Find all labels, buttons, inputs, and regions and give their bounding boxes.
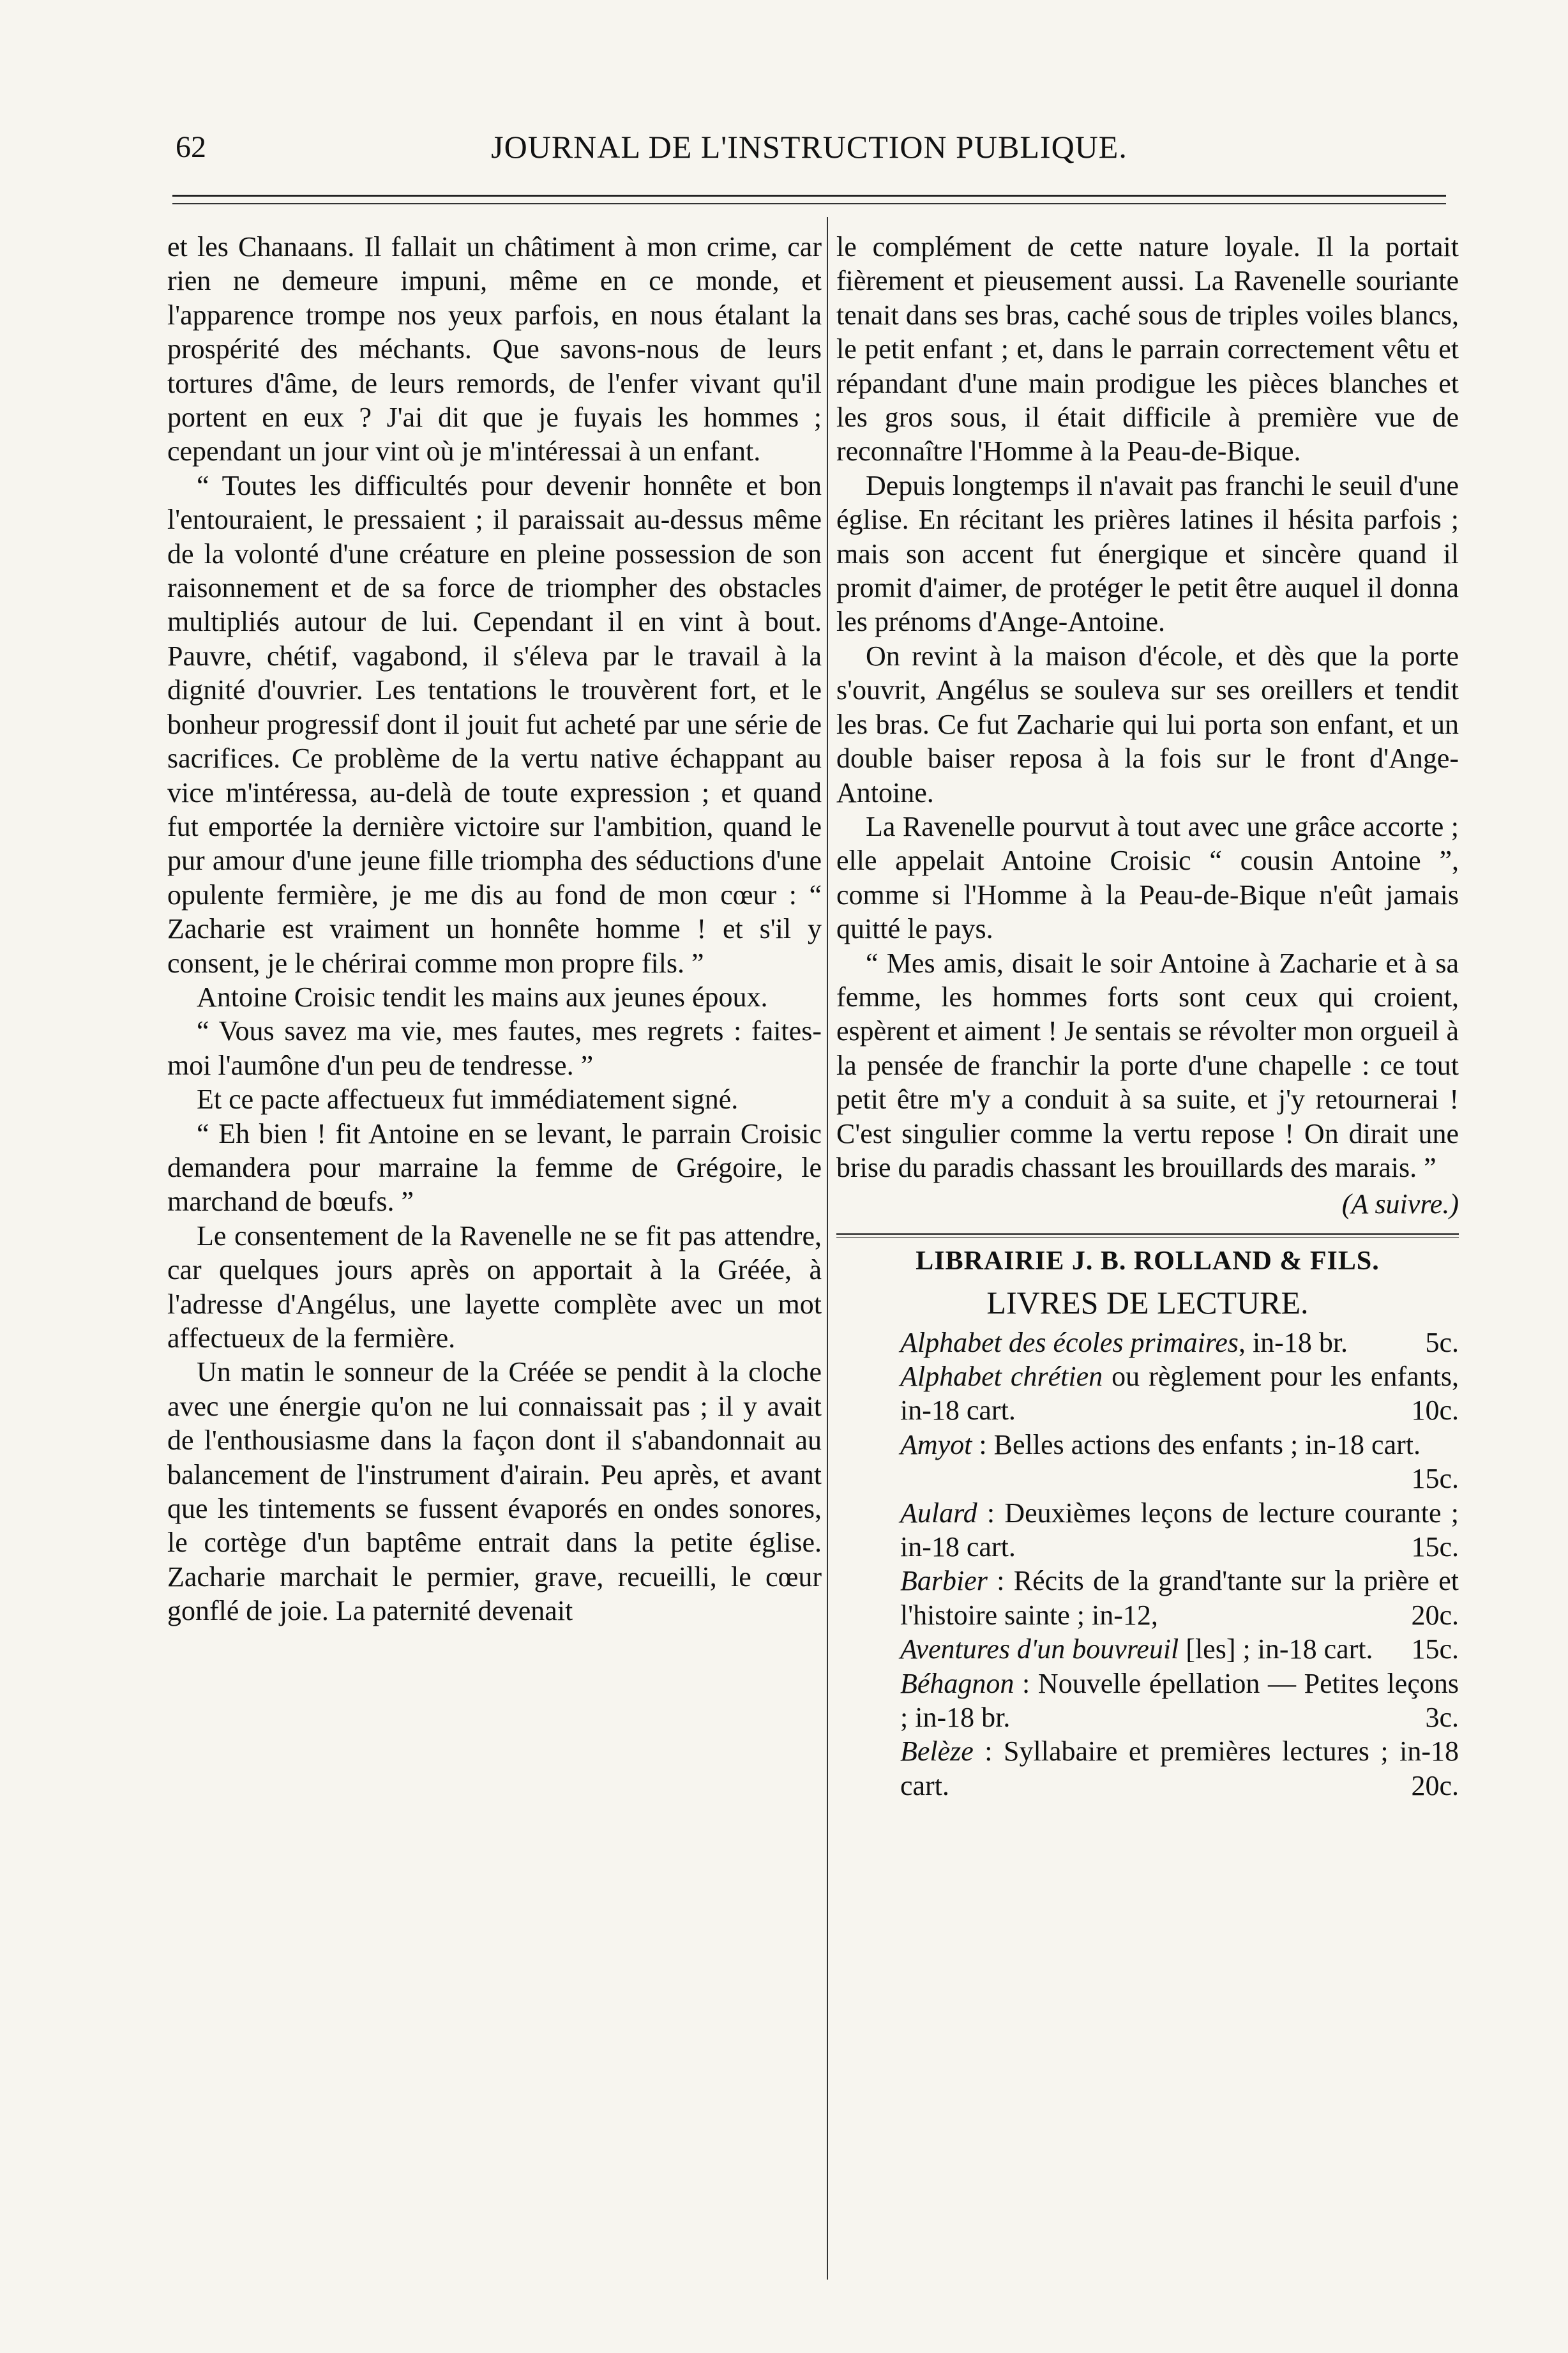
paragraph: “ Vous savez ma vie, mes fautes, mes regrets : faites-moi l'aumône d'un peu de tendresse. ” xyxy=(167,1015,822,1081)
book-entry xyxy=(836,1632,1459,1666)
right-column xyxy=(836,230,1459,1803)
book-description: : Nouvelle épellation — Petites leçons ; in-18 br. xyxy=(900,1667,1459,1734)
paragraph: Le consentement de la Ravenelle ne se fit pas attendre, car quelques jours après on apportait à la Gréée, à l'adresse d'Angélus, une layette complète avec un mot affectueux de la fermière. xyxy=(167,1220,822,1354)
running-title: JOURNAL DE L'INSTRUCTION PUBLIQUE. xyxy=(491,129,1127,165)
book-author: Béhagnon xyxy=(900,1667,1014,1699)
paragraph: “ Eh bien ! fit Antoine en se levant, le parrain Croisic demandera pour marraine la femme de Grégoire, le marchand de bœufs. ” xyxy=(167,1117,822,1218)
book-description: : Deuxièmes leçons de lecture courante ; in-18 cart. xyxy=(900,1497,1459,1563)
paragraph: On revint à la maison d'école, et dès que la porte s'ouvrit, Angélus se souleva sur ses oreillers et tendit les bras. Ce fut Zacharie qui lui porta son enfant, et un double baiser reposa à la fois sur le front d'Ange-Antoine. xyxy=(836,640,1459,808)
librairie-title: LIBRAIRIE J. B. ROLLAND & FILS. xyxy=(916,1246,1380,1276)
librairie-subtitle: LIVRES DE LECTURE. xyxy=(986,1285,1309,1321)
paragraph: “ Toutes les difficultés pour devenir honnête et bon l'entouraient, le pressaient ; il paraissait au-dessus même de la volonté d'une créature en pleine possession de son raisonnement et de sa force de triompher des obstacles multipliés autour de lui. Cependant il en vint à bout. Pauvre, chétif, vagabond, il s'éleva par le travail à la dignité d'ouvrier. Les tentations le trouvèrent fort, et le bonheur progressif dont il jouit fut acheté par une série de sacrifices. Ce problème de la vertu native échappant au vice m'intéressa, au-delà de toute expression ; et quand fut emportée la dernière victoire sur l'ambition, quand le pur amour d'une jeune fille triompha des séductions d'une opulente fermière, je me dis au fond de mon cœur : “ Zacharie est vraiment un honnête homme ! et s'il y consent, je le chérirai comme mon propre fils. ” xyxy=(167,469,822,979)
paragraph: et les Chanaans. Il fallait un châtiment à mon crime, car rien ne demeure impuni, même en ce monde, et l'apparence trompe nos yeux parfois, en nous étalant la prospérité des méchants. Que savons-nous de leurs tortures d'âme, de leurs remords, de l'enfer vivant qu'il portent en eux ? J'ai dit que je fuyais les hommes ; cependant un jour vint où je m'intéressai à un enfant. xyxy=(167,231,822,467)
book-author: Alphabet des écoles primaires xyxy=(900,1326,1239,1358)
book-price: 20c. xyxy=(1411,1599,1459,1631)
book-description: , in-18 br. xyxy=(1238,1326,1348,1358)
book-author: Alphabet chrétien xyxy=(900,1361,1103,1392)
paragraph: Antoine Croisic tendit les mains aux jeunes époux. xyxy=(197,981,768,1013)
header-rule xyxy=(172,195,1446,197)
book-price: 15c. xyxy=(1411,1463,1459,1495)
paragraph: Un matin le sonneur de la Créée se pendit à la cloche avec une énergie qu'on ne lui connaissait pas ; il y avait de l'enthousiasme dans la façon dont il s'abandonnait au balancement de l'instrument d'airain. Peu après, et avant que les tintements se fussent évaporés en ondes sonores, le cortège d'un baptême entrait dans la petite église. Zacharie marchait le permier, grave, recueilli, le cœur gonflé de joie. La paternité devenait xyxy=(167,1356,822,1627)
paragraph: “ Mes amis, disait le soir Antoine à Zacharie et à sa femme, les hommes forts sont ceux qui croient, espèrent et aiment ! Je sentais se révolter mon orgueil à la pensée de franchir la porte d'une chapelle : ce tout petit être m'y a conduit à sa suite, et j'y retournerai ! C'est singulier comme la vertu repose ! On dirait une brise du paradis chassant les brouillards des marais. ” xyxy=(836,947,1459,1183)
page-number: 62 xyxy=(176,130,206,164)
paragraph: La Ravenelle pourvut à tout avec une grâce accorte ; elle appelait Antoine Croisic “ cousin Antoine ”, comme si l'Homme à la Peau-de-Bique n'eût jamais quitté le pays. xyxy=(836,810,1459,945)
column-divider xyxy=(827,217,828,2280)
book-description: : Belles actions des enfants ; in-18 cart. xyxy=(972,1428,1421,1460)
book-author: Amyot xyxy=(900,1428,972,1460)
book-price: 3c. xyxy=(1425,1702,1459,1734)
left-column xyxy=(167,230,822,1628)
book-author: Barbier xyxy=(900,1565,988,1597)
book-price: 10c. xyxy=(1411,1395,1459,1426)
paragraph: Depuis longtemps il n'avait pas franchi le seuil d'une église. En récitant les prières latines il hésita parfois ; mais son accent fut énergique et sincère quand il promit d'aimer, de protéger le petit être auquel il donna les prénoms d'Ange-Antoine. xyxy=(836,469,1459,638)
book-description: : Syllabaire et premières lectures ; in-18 cart. xyxy=(900,1736,1459,1801)
paragraph: le complément de cette nature loyale. Il la portait fièrement et pieusement aussi. La Ravenelle souriante tenait dans ses bras, caché sous de triples voiles blancs, le petit enfant ; et, dans le parrain correctement vêtu et répandant d'une main prodigue les pièces blanches et les gros sous, il était difficile à première vue de reconnaître l'Homme à la Peau-de-Bique. xyxy=(836,231,1459,467)
section-rule xyxy=(836,1233,1459,1238)
page-header xyxy=(176,125,1443,169)
book-entry xyxy=(836,1326,1459,1359)
book-author: Aulard xyxy=(900,1497,977,1529)
book-list xyxy=(836,1326,1459,1803)
book-entry xyxy=(836,1667,1459,1735)
book-entry xyxy=(836,1359,1459,1428)
paragraph: Et ce pacte affectueux fut immédiatement signé. xyxy=(197,1084,739,1116)
book-price: 20c. xyxy=(1411,1769,1459,1801)
book-price: 5c. xyxy=(1425,1326,1459,1358)
header-rule-secondary xyxy=(172,203,1446,204)
book-entry xyxy=(836,1496,1459,1564)
book-description: [les] ; in-18 cart. xyxy=(1179,1633,1373,1665)
book-entry xyxy=(836,1564,1459,1632)
to-be-continued: (A suivre.) xyxy=(1341,1188,1459,1220)
book-description: ou règlement pour les enfants, in-18 cart. xyxy=(900,1361,1459,1426)
book-description: : Récits de la grand'tante sur la prière et l'histoire sainte ; in-12, xyxy=(900,1565,1459,1631)
book-author: Aventures d'un bouvreuil xyxy=(900,1633,1179,1665)
book-entry xyxy=(836,1734,1459,1803)
book-entry xyxy=(836,1428,1459,1496)
book-price: 15c. xyxy=(1411,1531,1459,1563)
book-author: Belèze xyxy=(900,1736,974,1767)
book-price: 15c. xyxy=(1411,1633,1459,1665)
